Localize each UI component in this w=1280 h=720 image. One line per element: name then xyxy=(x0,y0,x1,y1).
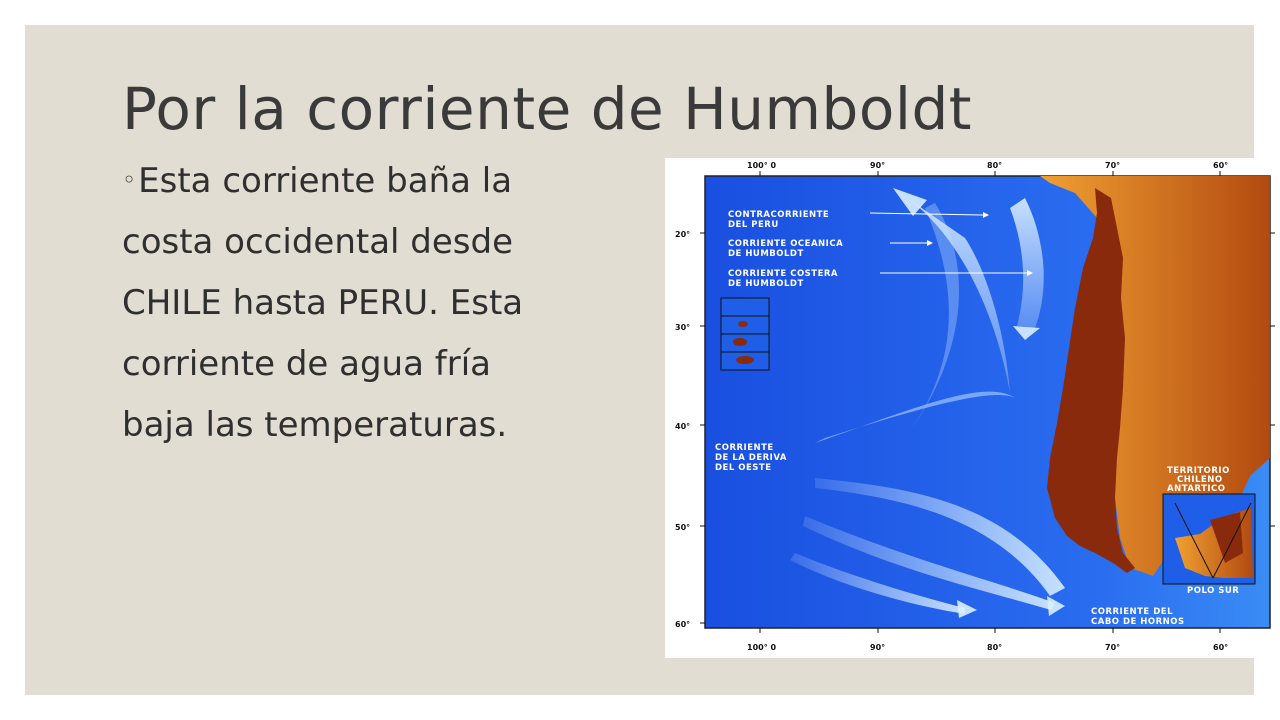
top-tick-60: 60° xyxy=(1213,161,1229,170)
bottom-tick-100: 100° 0 xyxy=(747,643,777,652)
label-contracorriente-1: CONTRACORRIENTE xyxy=(728,210,830,220)
paragraph-line-2: costa occidental desde xyxy=(122,222,513,262)
top-tick-90: 90° xyxy=(870,161,886,170)
left-tick-60: 60° xyxy=(675,620,691,629)
top-tick-100: 100° 0 xyxy=(747,161,777,170)
top-tick-80: 80° xyxy=(987,161,1003,170)
label-contracorriente-2: DEL PERU xyxy=(728,220,779,230)
paragraph-line-4: corriente de agua fría xyxy=(122,344,491,384)
map-svg xyxy=(665,158,1280,658)
bottom-tick-90: 90° xyxy=(870,643,886,652)
paragraph-line-1: ◦Esta corriente baña la xyxy=(122,161,513,201)
left-tick-20: 20° xyxy=(675,230,691,239)
label-territorio-3: ANTARTICO xyxy=(1167,484,1226,494)
label-deriva-2: DE LA DERIVA xyxy=(715,453,787,463)
bottom-tick-80: 80° xyxy=(987,643,1003,652)
label-territorio-2: CHILENO xyxy=(1177,475,1223,485)
paragraph-line-5: baja las temperaturas. xyxy=(122,405,508,445)
label-deriva-3: DEL OESTE xyxy=(715,463,772,473)
label-cabo-hornos-2: CABO DE HORNOS xyxy=(1091,617,1185,627)
bullet-icon: ◦ xyxy=(122,166,137,194)
label-costera-1: CORRIENTE COSTERA xyxy=(728,269,839,279)
bottom-tick-70: 70° xyxy=(1105,643,1121,652)
label-polo-sur: POLO SUR xyxy=(1187,586,1240,596)
label-oceanica-1: CORRIENTE OCEANICA xyxy=(728,239,844,249)
left-tick-30: 30° xyxy=(675,323,691,332)
top-tick-70: 70° xyxy=(1105,161,1121,170)
slide-paragraph xyxy=(122,150,642,456)
humboldt-current-map xyxy=(665,158,1280,658)
left-tick-50: 50° xyxy=(675,523,691,532)
paragraph-line-3: CHILE hasta PERU. Esta xyxy=(122,283,524,323)
label-cabo-hornos-1: CORRIENTE DEL xyxy=(1091,607,1173,617)
label-territorio-1: TERRITORIO xyxy=(1167,466,1230,476)
label-deriva-1: CORRIENTE xyxy=(715,443,774,453)
bottom-tick-60: 60° xyxy=(1213,643,1229,652)
label-costera-2: DE HUMBOLDT xyxy=(728,279,804,289)
left-tick-40: 40° xyxy=(675,422,691,431)
label-oceanica-2: DE HUMBOLDT xyxy=(728,249,804,259)
slide-title: Por la corriente de Humboldt xyxy=(122,75,973,143)
